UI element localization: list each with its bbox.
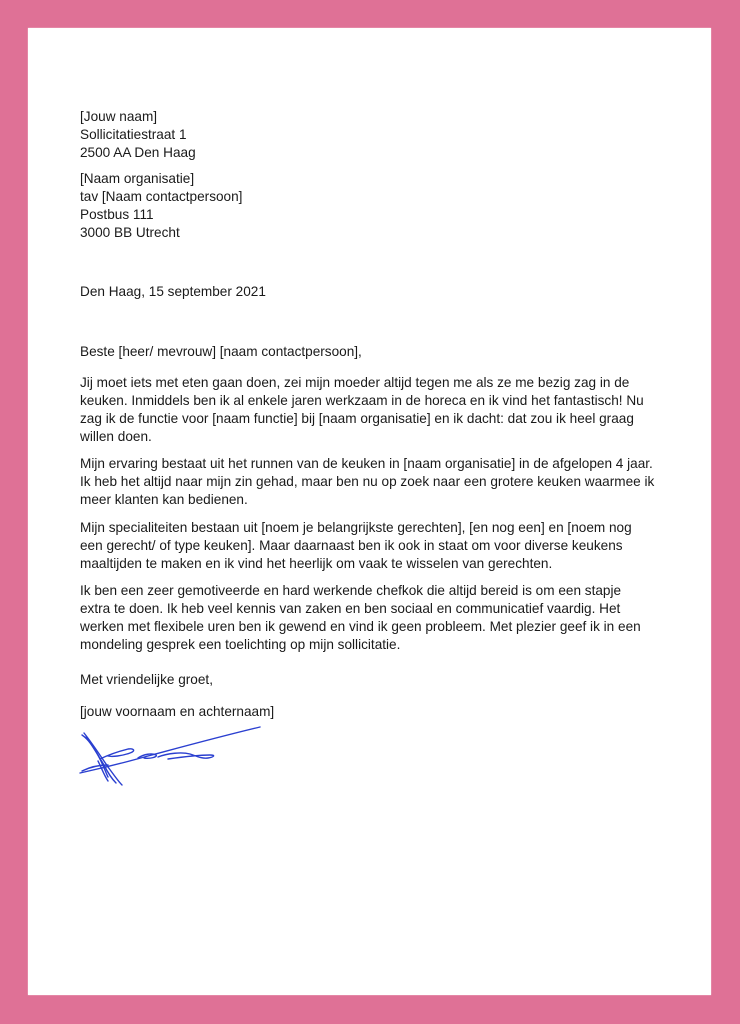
letter-page	[28, 28, 711, 995]
paragraph-line: Mijn specialiteiten bestaan uit [noem je belangrijkste gerechten], [en nog een] en [noem nog	[80, 520, 632, 535]
paragraph-line: Mijn ervaring bestaat uit het runnen van de keuken in [naam organisatie] in de afgelopen 4 jaar.	[80, 456, 653, 471]
sender-name: [Jouw naam]	[80, 109, 158, 124]
recipient-contact: tav [Naam contactpersoon]	[80, 189, 243, 204]
paragraph-line: Ik ben een zeer gemotiveerde en hard werkende chefkok die altijd bereid is om een stapje	[80, 583, 622, 598]
paragraph-line: zag ik de functie voor [naam functie] bij [naam organisatie] en ik dacht: dat zou ik heel graag	[80, 411, 634, 426]
paragraph-line: willen doen.	[80, 429, 152, 444]
date-text: Den Haag, 15 september 2021	[80, 284, 266, 299]
recipient-address	[80, 170, 242, 242]
paragraph-line: Jij moet iets met eten gaan doen, zei mijn moeder altijd tegen me als ze me bezig zag in de	[80, 375, 630, 390]
recipient-postbus: Postbus 111	[80, 207, 154, 222]
handwritten-signature-icon	[78, 725, 263, 789]
paragraph-line: werken met flexibele uren ben ik gewend en vind ik geen probleem. Met plezier geef ik in een	[80, 619, 641, 634]
paragraph-motivation	[80, 374, 665, 446]
date-line	[80, 283, 266, 301]
recipient-organisation: [Naam organisatie]	[80, 171, 195, 186]
sender-street: Sollicitatiestraat 1	[80, 127, 187, 142]
salutation	[80, 343, 362, 361]
sender-city: 2500 AA Den Haag	[80, 145, 196, 160]
paragraph-experience	[80, 455, 665, 509]
signature-name	[80, 703, 274, 721]
paragraph-line: maaltijden te maken en ik vind het heerlijk om vaak te wisselen van gerechten.	[80, 556, 553, 571]
closing	[80, 671, 213, 689]
recipient-city: 3000 BB Utrecht	[80, 225, 180, 240]
paragraph-line: keuken. Inmiddels ben ik al enkele jaren werkzaam in de horeca en ik vind het fantastisch! Nu	[80, 393, 644, 408]
paragraph-line: mondeling gesprek een toelichting op mijn sollicitatie.	[80, 637, 401, 652]
paragraph-line: extra te doen. Ik heb veel kennis van zaken en ben sociaal en communicatief vaardig. Het	[80, 601, 621, 616]
signature-name-text: [jouw voornaam en achternaam]	[80, 704, 275, 719]
sender-address	[80, 108, 196, 162]
paragraph-personal	[80, 582, 665, 654]
paragraph-line: meer klanten kan bedienen.	[80, 492, 248, 507]
paragraph-line: Ik heb het altijd naar mijn zin gehad, maar ben nu op zoek naar een grotere keuken waarmee ik	[80, 474, 655, 489]
salutation-text: Beste [heer/ mevrouw] [naam contactpersoon],	[80, 344, 362, 359]
paragraph-specialities	[80, 519, 665, 573]
closing-text: Met vriendelijke groet,	[80, 672, 213, 687]
paragraph-line: een gerecht/ of type keuken]. Maar daarnaast ben ik ook in staat om voor diverse keukens	[80, 538, 623, 553]
